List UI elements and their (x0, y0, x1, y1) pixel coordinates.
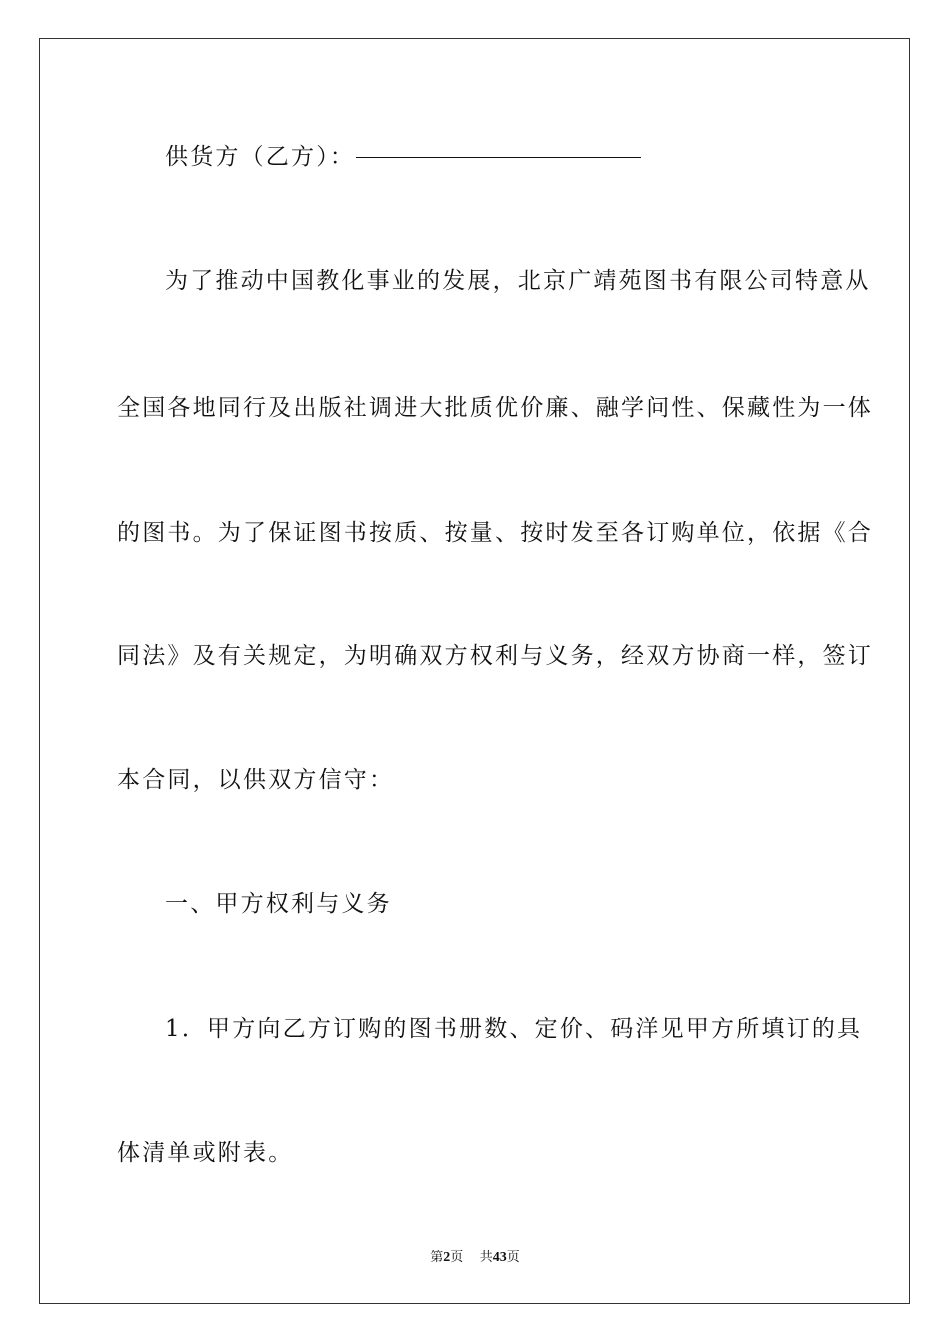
paragraph-line-3: 的图书。为了保证图书按质、按量、按时发至各订购单位，依据《合 (117, 520, 873, 546)
paragraph-line-2: 全国各地同行及出版社调进大批质优价廉、融学问性、保藏性为一体 (117, 395, 873, 421)
item-1-line-2: 体清单或附表。 (117, 1140, 294, 1166)
footer-total-suffix: 页 (506, 1250, 520, 1265)
item-1-line-1: 1．甲方向乙方订购的图书册数、定价、码洋见甲方所填订的具 (165, 1016, 863, 1042)
footer-page-prefix: 第 (430, 1250, 444, 1265)
footer-page-suffix: 页 (450, 1250, 464, 1265)
paragraph-line-4: 同法》及有关规定，为明确双方权利与义务，经双方协商一样，签订 (117, 643, 873, 669)
section-heading: 一、甲方权利与义务 (165, 891, 392, 917)
supplier-label: 供货方（乙方）： (165, 144, 356, 170)
page-border (39, 38, 910, 1304)
footer-total-prefix: 共 (479, 1250, 493, 1265)
supplier-blank-line (356, 157, 641, 158)
footer-page-number: 2 (443, 1250, 451, 1265)
paragraph-line-5: 本合同，以供双方信守： (117, 767, 395, 793)
paragraph-line-1: 为了推动中国教化事业的发展，北京广靖苑图书有限公司特意从 (165, 268, 871, 294)
page-footer (0, 1246, 950, 1266)
footer-total-pages: 43 (492, 1250, 507, 1265)
